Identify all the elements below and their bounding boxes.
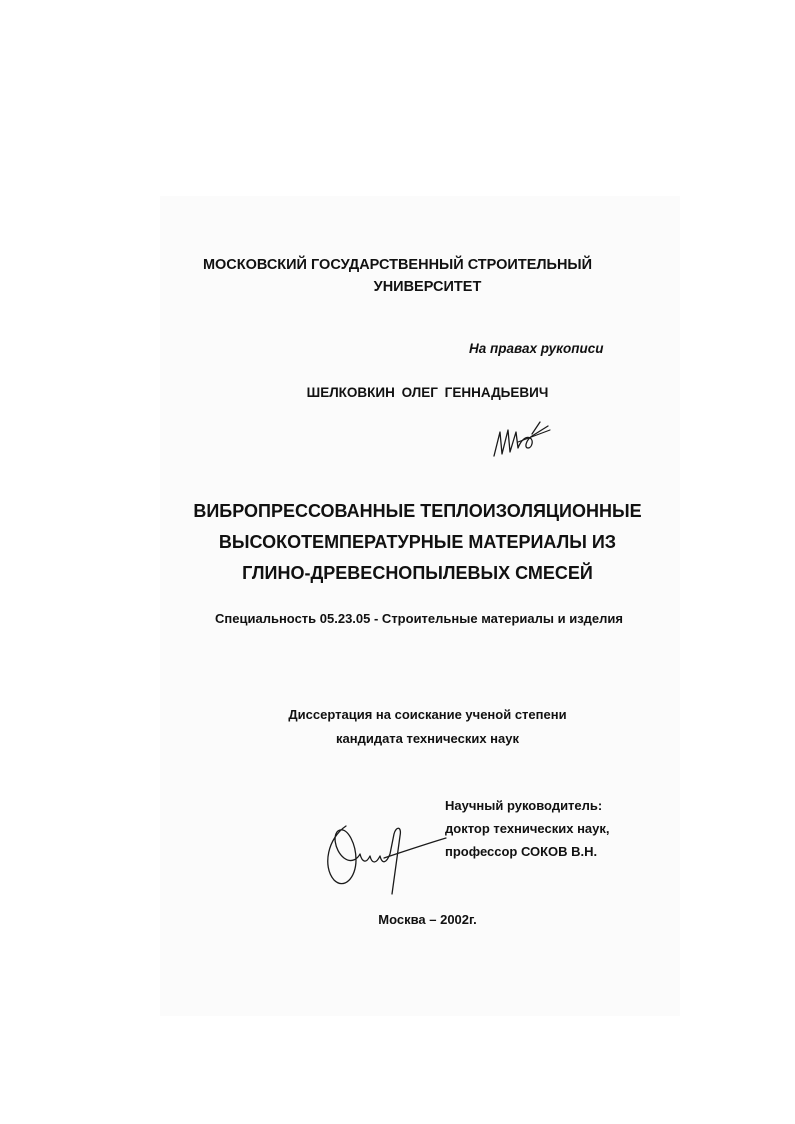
author-name: ШЕЛКОВКИН ОЛЕГ ГЕННАДЬЕВИЧ: [306, 385, 549, 400]
dissertation-line-2: кандидата технических наук: [335, 731, 519, 746]
title-line-3: ГЛИНО-ДРЕВЕСНОПЫЛЕВЫХ СМЕСЕЙ: [242, 563, 593, 583]
manuscript-rights-label: На правах рукописи: [469, 341, 604, 356]
supervisor-line-1: Научный руководитель:: [445, 798, 603, 813]
author-signature: [488, 418, 558, 466]
supervisor-line-2: доктор технических наук,: [445, 821, 610, 836]
title-line-2: ВЫСОКОТЕМПЕРАТУРНЫЕ МАТЕРИАЛЫ ИЗ: [218, 532, 617, 552]
supervisor-signature: [318, 808, 458, 898]
city-year: Москва – 2002г.: [378, 912, 477, 927]
supervisor-line-3: профессор СОКОВ В.Н.: [445, 844, 598, 859]
institution-line-1: МОСКОВСКИЙ ГОСУДАРСТВЕННЫЙ СТРОИТЕЛЬНЫЙ: [202, 257, 593, 273]
specialty-line: Специальность 05.23.05 - Строительные материалы и изделия: [215, 611, 623, 626]
dissertation-line-1: Диссертация на соискание ученой степени: [288, 707, 567, 722]
institution-line-2: УНИВЕРСИТЕТ: [373, 279, 482, 295]
title-line-1: ВИБРОПРЕССОВАННЫЕ ТЕПЛОИЗОЛЯЦИОННЫЕ: [193, 501, 642, 521]
